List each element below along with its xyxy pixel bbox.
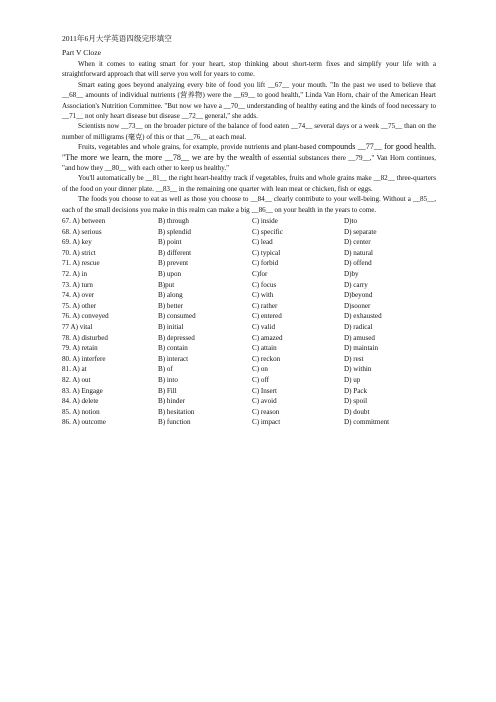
option-a: 73. A) turn [62, 280, 93, 289]
option-c: C) impact [252, 418, 281, 427]
option-c: C) off [252, 376, 270, 384]
question-option-row [62, 396, 436, 407]
question-option-row [62, 343, 436, 354]
option-a: 84. A) delete [62, 397, 99, 406]
option-b: B) depressed [158, 333, 195, 342]
question-option-row [62, 386, 436, 397]
option-a: 71. A) rescue [62, 259, 100, 268]
option-c: C) entered [252, 312, 282, 321]
question-option-row [62, 301, 436, 312]
question-option-row [62, 216, 436, 227]
option-c: C) reason [252, 407, 280, 416]
option-d: D) doubt [344, 407, 370, 416]
question-option-row [62, 311, 436, 322]
option-b: B) hinder [158, 397, 185, 406]
paragraph-4-large-text: compounds __77__ for good health. "The more we learn, the more __78__ we are by the wealth [62, 142, 436, 162]
option-b: B) along [158, 291, 183, 300]
question-option-row [62, 258, 436, 269]
option-b: B) prevent [158, 259, 189, 268]
question-option-row [62, 237, 436, 248]
option-c: C) rather [252, 301, 278, 310]
option-a: 82. A) out [62, 376, 91, 384]
option-d: D) rest [344, 354, 364, 363]
option-b: B) hesitation [158, 407, 195, 416]
question-option-row [62, 364, 436, 375]
option-c: C) amazed [252, 333, 283, 342]
question-option-row [62, 269, 436, 280]
option-d: D) exhausted [344, 312, 382, 321]
option-b: B) of [158, 365, 173, 374]
option-d: D)beyond [344, 291, 373, 300]
option-a: 72. A) in [62, 270, 88, 279]
option-d: D) radical [344, 323, 373, 332]
option-b: B) interact [158, 354, 189, 363]
option-d: D)by [344, 270, 359, 279]
passage-paragraph-5: You'll automatically be __81__ the right heart-healthy track if vegetables, fruits and whole grains make __82__ three-quarters of the food on your dinner plate. __83__ in the remaining one quarter with lean meat or chicken, fish or eggs. [62, 174, 436, 193]
question-option-row [62, 407, 436, 418]
option-a: 75. A) other [62, 301, 97, 310]
question-option-row [62, 354, 436, 365]
passage-paragraph-1: When it comes to eating smart for your heart, stop thinking about short-term fixes and simplify your life with a straightforward approach that will serve you well for years to come. [62, 60, 436, 79]
option-d: D) carry [344, 280, 368, 289]
option-b: B) point [158, 238, 182, 247]
option-b: B) contain [158, 344, 188, 353]
section-heading: Part V Cloze [62, 48, 101, 57]
passage-paragraph-6: The foods you choose to eat as well as those you choose to __84__ clearly contribute to your well-being. Without a __85__, each of the small decisions you make in this realm can make a big __86__ on your health in the years to come. [62, 195, 436, 214]
passage-paragraph-4 [62, 142, 436, 173]
option-d: D) spoil [344, 397, 368, 406]
option-a: 77 A) vital [62, 323, 93, 332]
option-d: D) maintain [344, 344, 379, 353]
option-a: 81. A) at [62, 365, 87, 374]
option-a: 76. A) conveyed [62, 312, 109, 321]
option-d: D) natural [344, 248, 373, 257]
option-a: 69. A) key [62, 238, 92, 247]
option-c: C) lead [252, 238, 273, 247]
option-a: 74. A) over [62, 291, 95, 300]
question-option-row [62, 248, 436, 259]
document-title: 2011年6月大学英语四级完形填空 [62, 34, 172, 43]
option-c: C) avoid [252, 397, 277, 406]
option-a: 78. A) disturbed [62, 333, 108, 342]
option-d: D) within [344, 365, 372, 374]
option-a: 79. A) retain [62, 344, 98, 353]
option-d: D) offend [344, 259, 372, 268]
option-b: B) function [158, 418, 191, 427]
option-b: B)put [158, 280, 175, 289]
option-b: B) initial [158, 323, 184, 332]
option-d: D) up [344, 376, 361, 384]
option-b: B) different [158, 248, 192, 257]
option-c: C) valid [252, 323, 276, 332]
option-c: C) typical [252, 248, 281, 257]
option-b: B) into [158, 376, 178, 384]
answer-options-list [62, 216, 436, 428]
question-option-row [62, 333, 436, 344]
option-a: 85. A) notion [62, 407, 100, 416]
option-d: D)to [344, 217, 358, 226]
question-option-row [62, 280, 436, 291]
option-b: B) through [158, 217, 189, 226]
option-a: 70. A) strict [62, 248, 96, 257]
question-option-row [62, 375, 436, 386]
option-d: D) separate [344, 227, 377, 236]
option-c: C) inside [252, 217, 278, 226]
option-d: D) center [344, 238, 371, 247]
option-a: 68. A) serious [62, 227, 102, 236]
question-option-row [62, 290, 436, 301]
option-b: B) splendid [158, 227, 191, 236]
option-c: C) forbid [252, 259, 279, 268]
passage-paragraph-3: Scientists now __73__ on the broader picture of the balance of food eaten __74__ several days or a week __75__ than on the number of milligrams (毫克) of this or that __76__ at each meal. [62, 122, 436, 141]
option-b: B) Fill [158, 386, 177, 395]
option-c: C) with [252, 291, 274, 300]
option-c: C) reckon [252, 354, 281, 363]
option-c: C) on [252, 365, 268, 374]
option-c: C) Insert [252, 386, 278, 395]
document-page [62, 34, 436, 428]
option-a: 80. A) interfere [62, 354, 106, 363]
option-c: C) focus [252, 280, 277, 289]
option-d: D) amused [344, 333, 375, 342]
option-a: 67. A) between [62, 217, 106, 226]
option-a: 86. A) outcome [62, 418, 106, 427]
option-c: C) specific [252, 227, 283, 236]
question-option-row [62, 227, 436, 238]
question-option-row [62, 417, 436, 428]
paragraph-4-end: of essential substances there __79__," Van Horn continues, "and how they __80__ with each other to keep us healthy." [62, 153, 436, 173]
option-b: B) upon [158, 270, 182, 279]
question-option-row [62, 322, 436, 333]
paragraph-4-start: Fruits, vegetables and whole grains, for example, provide nutrients and plant-based [78, 143, 319, 152]
passage-paragraph-2: Smart eating goes beyond analyzing every bite of food you lift __67__ your mouth. "In the past we used to believe that __68__ amounts of individual nutrients (营养物) were the __69__ to good health," Linda Van Horn, chair of the American Heart Association's Nutrition Committee. "But now we have a __70__ understanding of healthy eating and the kinds of food necessary to __71__ not only heart disease but disease __72__ general," she adds. [62, 80, 436, 121]
option-d: D) commitment [344, 418, 390, 427]
option-d: D) Pack [344, 386, 368, 395]
option-c: C)for [252, 270, 268, 279]
option-d: D)sooner [344, 301, 371, 310]
option-c: C) attain [252, 344, 277, 353]
option-a: 83. A) Engage [62, 386, 103, 395]
option-b: B) better [158, 301, 184, 310]
option-b: B) consumed [158, 312, 196, 321]
